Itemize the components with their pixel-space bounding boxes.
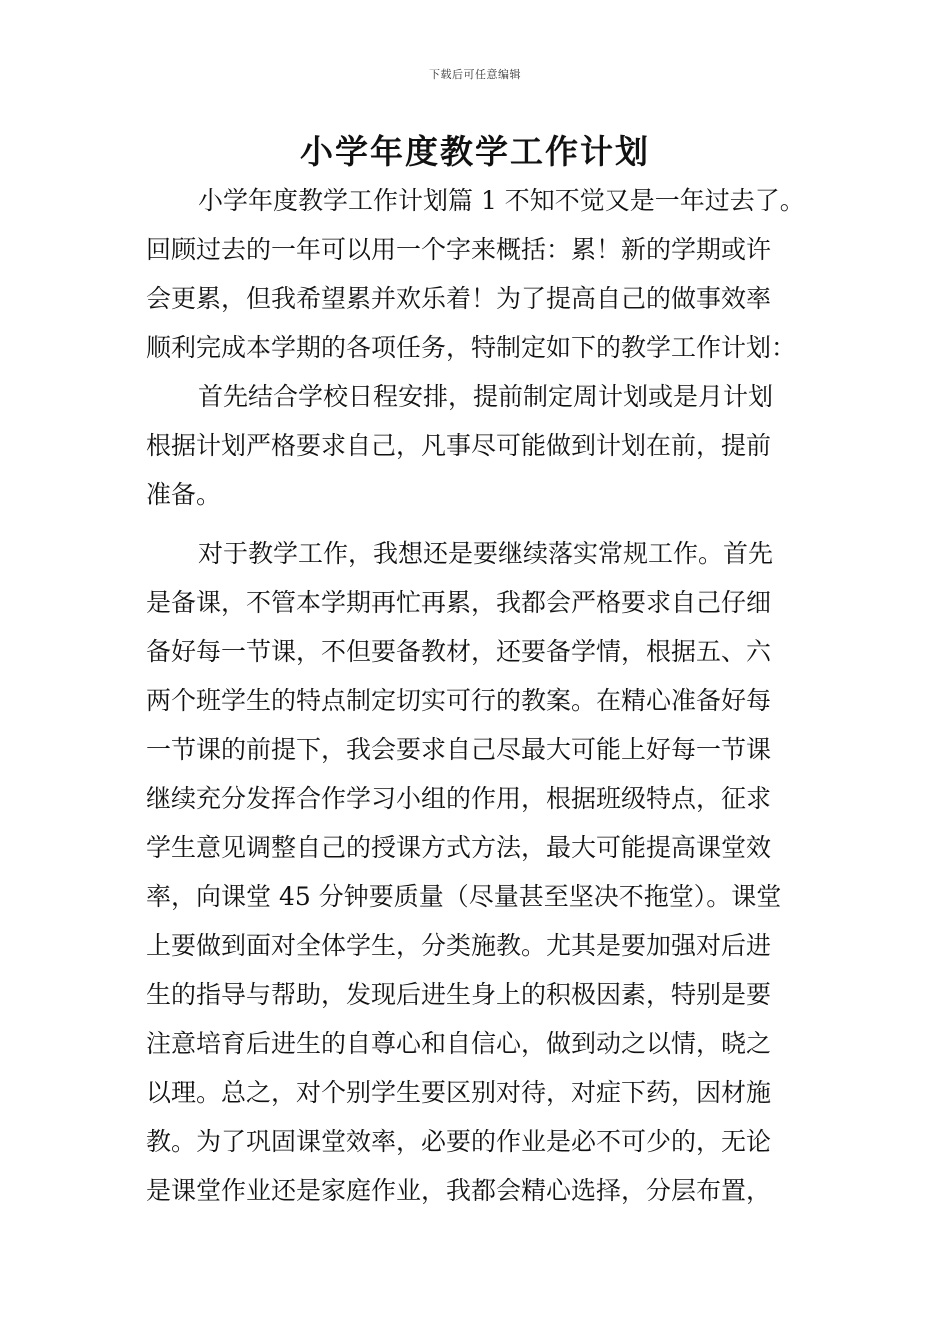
text-line: 继续充分发挥合作学习小组的作用，根据班级特点，征求 <box>146 784 772 813</box>
text-line: 上要做到面对全体学生，分类施教。尤其是要加强对后进 <box>146 931 772 960</box>
paragraph-gap <box>146 519 810 529</box>
header-note: 下载后可任意编辑 <box>429 68 521 81</box>
text-line: 两个班学生的特点制定切实可行的教案。在精心准备好每 <box>146 686 772 715</box>
text-line: 是课堂作业还是家庭作业，我都会精心选择，分层布置， <box>146 1176 772 1205</box>
text-line: 是备课，不管本学期再忙再累，我都会严格要求自己仔细 <box>146 588 772 617</box>
text-line: 回顾过去的一年可以用一个字来概括：累！新的学期或许 <box>146 235 772 264</box>
text-line: 备好每一节课，不但要备教材，还要备学情，根据五、六 <box>146 637 772 666</box>
document-body <box>146 176 810 1215</box>
text-line: 小学年度教学工作计划篇 1 不知不觉又是一年过去了。 <box>198 186 805 215</box>
text-line: 教。为了巩固课堂效率，必要的作业是必不可少的，无论 <box>146 1127 772 1156</box>
text-line: 注意培育后进生的自尊心和自信心，做到动之以情，晓之 <box>146 1029 772 1058</box>
text-line: 生的指导与帮助，发现后进生身上的积极因素，特别是要 <box>146 980 772 1009</box>
text-line: 以理。总之，对个别学生要区别对待，对症下药，因材施 <box>146 1078 772 1107</box>
text-line: 顺利完成本学期的各项任务，特制定如下的教学工作计划： <box>146 333 797 362</box>
text-line: 根据计划严格要求自己，凡事尽可能做到计划在前，提前 <box>146 431 772 460</box>
text-line: 准备。 <box>146 480 222 509</box>
text-line: 会更累，但我希望累并欢乐着！为了提高自己的做事效率 <box>146 284 772 313</box>
text-line: 一节课的前提下，我会要求自己尽最大可能上好每一节课 <box>146 735 772 764</box>
text-line: 对于教学工作，我想还是要继续落实常规工作。首先 <box>198 539 774 568</box>
text-line: 学生意见调整自己的授课方式方法，最大可能提高课堂效 <box>146 833 772 862</box>
text-line: 首先结合学校日程安排，提前制定周计划或是月计划 <box>198 382 774 411</box>
text-line: 率，向课堂 45 分钟要质量（尽量甚至坚决不拖堂）。课堂 <box>146 882 782 911</box>
document-title: 小学年度教学工作计划 <box>300 132 650 171</box>
